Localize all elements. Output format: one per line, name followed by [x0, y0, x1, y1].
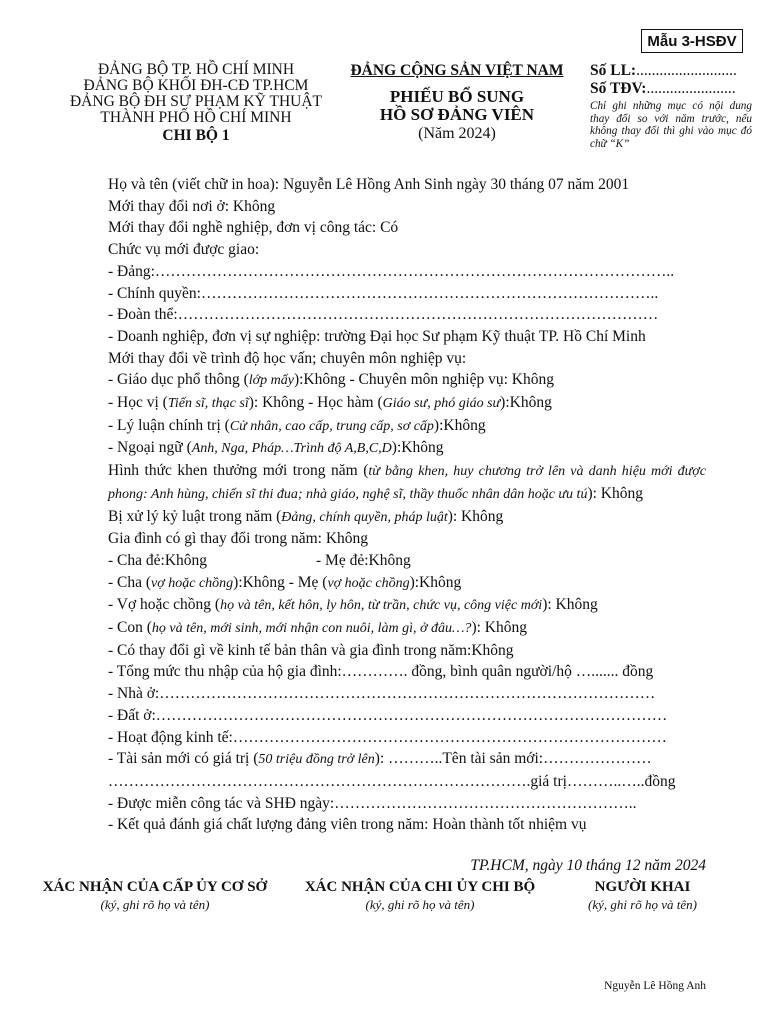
so-tdv-label: Số TĐV:: [590, 80, 647, 97]
line-education-change: Mới thay đổi về trình độ học vấn; chuyên môn nghiệp vụ:: [108, 349, 467, 367]
org-line-1: ĐẢNG BỘ TP. HỒ CHÍ MINH: [97, 61, 295, 78]
header-left-block: [60, 62, 332, 144]
line-income: - Tổng mức thu nhập của hộ gia đình:…………. đồng, bình quân người/hộ …....... đồng: [108, 663, 654, 681]
line-enterprise: - Doanh nghiệp, đơn vị sự nghiệp: trường Đại học Sư phạm Kỹ thuật TP. Hồ Chí Minh: [108, 327, 646, 345]
org-line-4: THÀNH PHỐ HỒ CHÍ MINH: [100, 109, 292, 126]
line-land: - Đất ở:………………………………………………………………………………………: [108, 706, 668, 724]
so-ll-dots: ..........................: [636, 62, 737, 79]
form-year: (Năm 2024): [418, 125, 496, 142]
line-evaluation: - Kết quả đánh giá chất lượng đảng viên trong năm: Hoàn thành tốt nhiệm vụ: [108, 816, 587, 834]
signature-block-declarant: NGƯỜI KHAI (ký, ghi rõ họ và tên): [587, 879, 698, 912]
so-tdv-dots: .......................: [646, 80, 736, 97]
line-union: - Đoàn thể:…………………………………………………………………………………: [108, 306, 659, 324]
signature-block-base-committee: XÁC NHẬN CỦA CẤP ỦY CƠ SỞ (ký, ghi rõ họ và tên): [42, 879, 268, 912]
so-ll-label: Số LL:: [590, 62, 637, 79]
form-body: [108, 174, 706, 836]
form-title-2: HỒ SƠ ĐẢNG VIÊN: [379, 105, 535, 124]
instruction-note: Chỉ ghi những mục có nội dung thay đổi so với năm trước, nếu không thay đổi thì ghi vào mục đó chữ “K”: [590, 100, 752, 150]
line-occupation: Mới thay đổi nghề nghiệp, đơn vị công tác: Có: [108, 219, 399, 237]
line-parents: - Cha đẻ:Không - Mẹ đẻ:Không: [108, 551, 411, 569]
line-full-name: Họ và tên (viết chữ in hoa): Nguyễn Lê Hồng Anh Sinh ngày 30 tháng 07 năm 2001: [108, 176, 630, 193]
line-government: - Chính quyền:……………………………………………………………………………..: [108, 284, 659, 302]
line-economic-change: - Có thay đổi gì về kinh tế bản thân và gia đình trong năm:Không: [108, 641, 514, 659]
line-assets: - Tài sản mới có giá trị (50 triệu đồng trở lên): ………..Tên tài sản mới:…………………: [108, 750, 652, 768]
line-asset-value: ……………………………………………………………………….giá trị………..…..đồng: [108, 772, 676, 790]
line-awards: Hình thức khen thưởng mới trong năm (từ bằng khen, huy chương trở lên và danh hiệu mới được phong: Anh hùng, chiến sĩ thi đua; nhà giáo, nghệ sĩ, thầy thuốc nhân dân hoặc ưu tú): Không: [108, 462, 706, 502]
org-line-2: ĐẢNG BỘ KHỐI ĐH-CĐ TP.HCM: [83, 77, 309, 94]
line-political-theory: - Lý luận chính trị (Cử nhân, cao cấp, trung cấp, sơ cấp):Không: [108, 416, 486, 434]
signature-block-branch-committee: XÁC NHẬN CỦA CHI ỦY CHI BỘ (ký, ghi rõ họ và tên): [304, 879, 536, 912]
form-title-1: PHIẾU BỔ SUNG: [389, 87, 525, 106]
line-children: - Con (họ và tên, mới sinh, mới nhận con nuôi, làm gì, ở đâu…?): Không: [108, 619, 527, 637]
line-in-laws: - Cha (vợ hoặc chồng):Không - Mẹ (vợ hoặc chồng):Không: [108, 573, 462, 591]
line-new-position: Chức vụ mới được giao:: [108, 241, 260, 259]
line-degree: - Học vị (Tiến sĩ, thạc sĩ): Không - Học hàm (Giáo sư, phó giáo sư):Không: [108, 394, 552, 412]
line-business: - Hoạt động kinh tế:…………………………………………………………………………: [108, 728, 667, 746]
line-foreign-language: - Ngoại ngữ (Anh, Nga, Pháp…Trình độ A,B,C,D):Không: [108, 439, 444, 457]
signer-name: Nguyễn Lê Hồng Anh: [604, 980, 706, 992]
org-line-3: ĐẢNG BỘ ĐH SƯ PHẠM KỸ THUẬT: [69, 93, 322, 110]
line-residence: Mới thay đổi nơi ở: Không: [108, 197, 276, 215]
form-code-box: Mẫu 3-HSĐV: [641, 29, 743, 53]
header-right-block: [590, 62, 752, 150]
line-party: - Đảng:………………………………………………………………………………………..: [108, 262, 675, 280]
line-exemption: - Được miễn công tác và SHĐ ngày:…………………………………………………..: [108, 794, 637, 812]
date-line: TP.HCM, ngày 10 tháng 12 năm 2024: [470, 857, 706, 874]
line-discipline: Bị xử lý kỷ luật trong năm (Đảng, chính quyền, pháp luật): Không: [108, 507, 504, 525]
line-family-change: Gia đình có gì thay đổi trong năm: Không: [108, 530, 369, 548]
line-housing: - Nhà ở:……………………………………………………………………………………: [108, 685, 656, 703]
line-general-education: - Giáo dục phổ thông (lớp mấy):Không - Chuyên môn nghiệp vụ: Không: [108, 371, 554, 389]
org-line-5: CHI BỘ 1: [162, 127, 230, 144]
header-mid-block: [338, 62, 576, 143]
party-name: ĐẢNG CỘNG SẢN VIỆT NAM: [350, 62, 564, 79]
line-spouse: - Vợ hoặc chồng (họ và tên, kết hôn, ly hôn, từ trần, chức vụ, công việc mới): Không: [108, 596, 598, 614]
